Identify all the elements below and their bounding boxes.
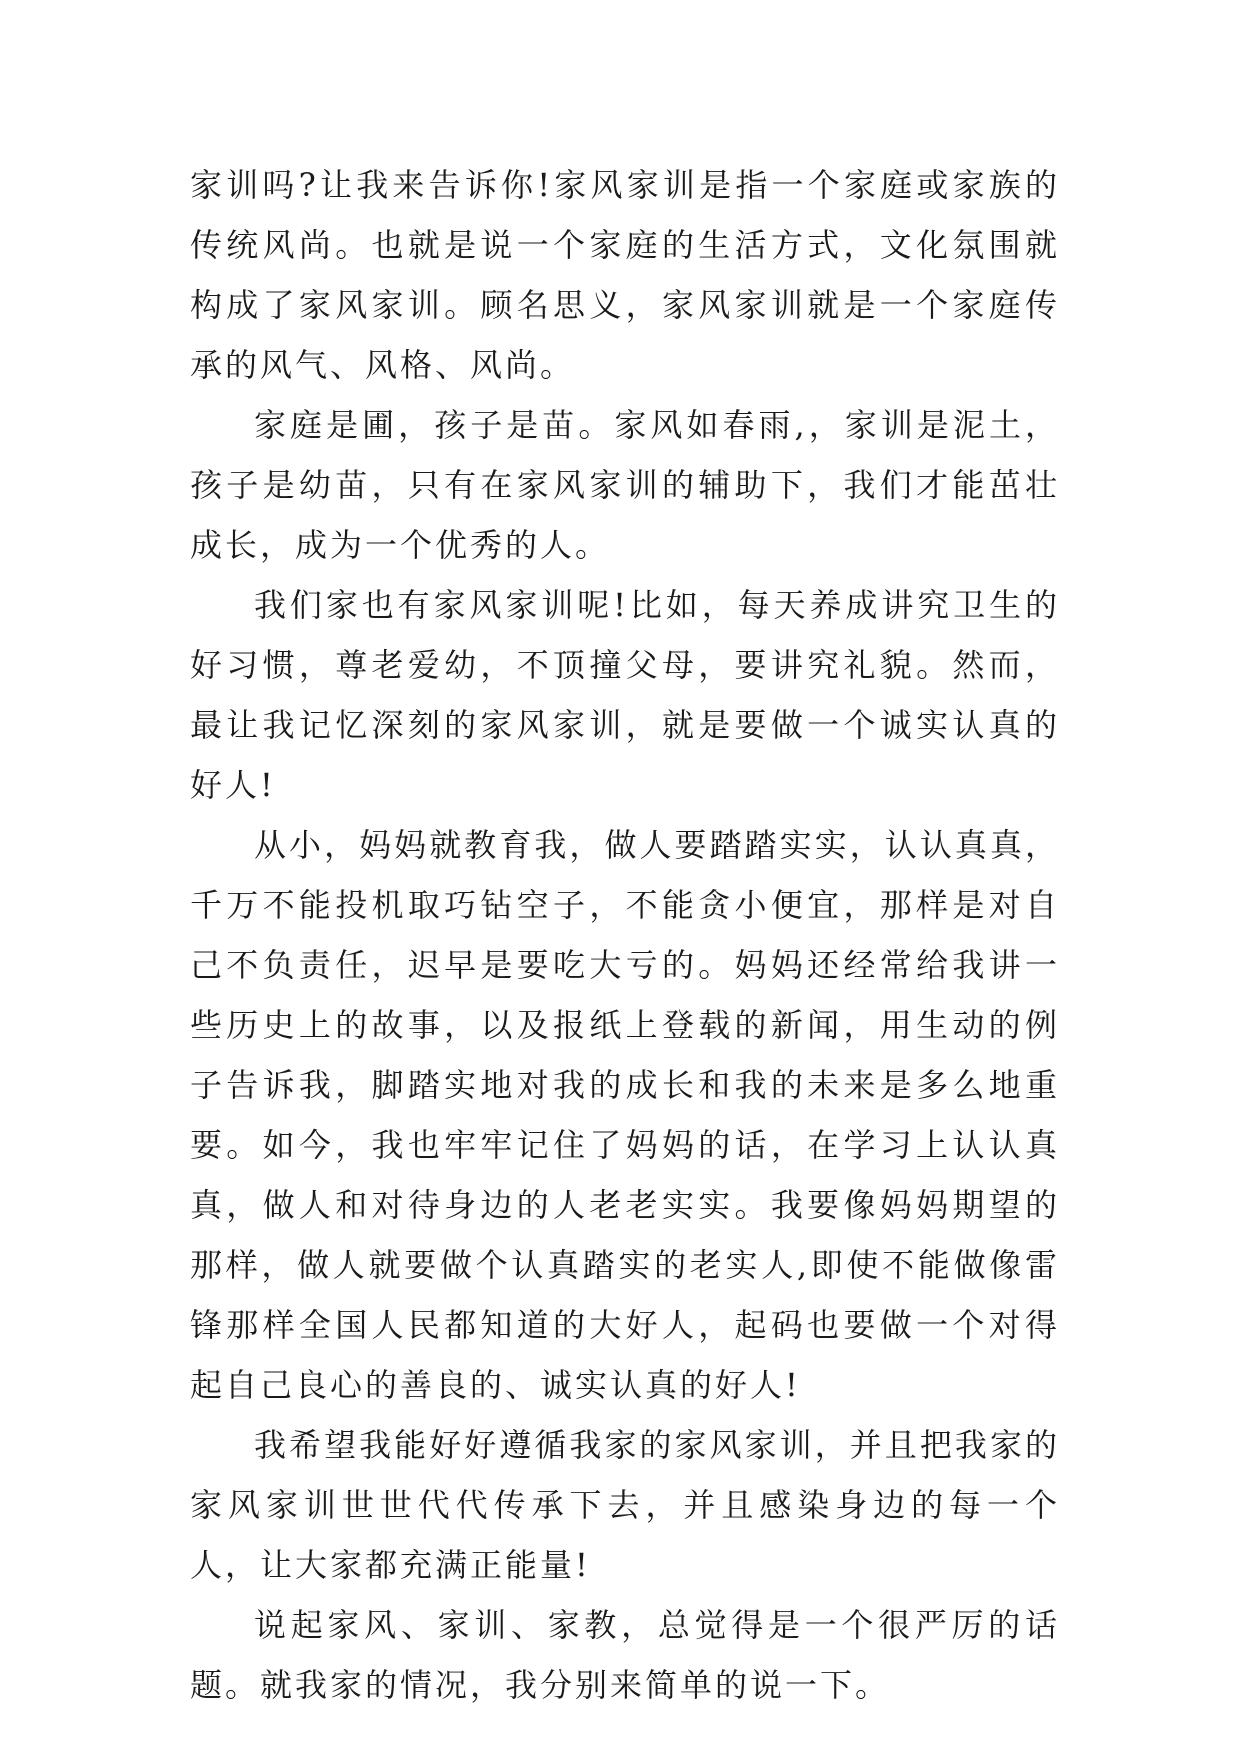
paragraph-3: 我们家也有家风家训呢!比如，每天养成讲究卫生的好习惯，尊老爱幼，不顶撞父母，要讲究礼貌。然而，最让我记忆深刻的家风家训，就是要做一个诚实认真的好人! [190,586,1060,804]
paragraph-4: 从小，妈妈就教育我，做人要踏踏实实，认认真真，千万不能投机取巧钻空子，不能贪小便宜，那样是对自己不负责任，迟早是要吃大亏的。妈妈还经常给我讲一些历史上的故事，以及报纸上登载的新闻，用生动的例子告诉我，脚踏实地对我的成长和我的未来是多么地重要。如今，我也牢牢记住了妈妈的话，在学习上认认真真，做人和对待身边的人老老实实。我要像妈妈期望的那样，做人就要做个认真踏实的老实人,即使不能做像雷锋那样全国人民都知道的大好人，起码也要做一个对得起自己良心的善良的、诚实认真的好人! [190,826,1060,1404]
paragraph-1: 家训吗?让我来告诉你!家风家训是指一个家庭或家族的传统风尚。也就是说一个家庭的生活方式，文化氛围就构成了家风家训。顾名思义，家风家训就是一个家庭传承的风气、风格、风尚。 [190,166,1060,384]
paragraph-2: 家庭是圃，孩子是苗。家风如春雨,，家训是泥土，孩子是幼苗，只有在家风家训的辅助下，我们才能茁壮成长，成为一个优秀的人。 [190,406,1060,564]
document-body [190,155,1060,1715]
paragraph-5: 我希望我能好好遵循我家的家风家训，并且把我家的家风家训世世代代传承下去，并且感染身边的每一个人，让大家都充满正能量! [190,1426,1060,1584]
paragraph-6: 说起家风、家训、家教，总觉得是一个很严厉的话题。就我家的情况，我分别来简单的说一下。 [190,1606,1060,1704]
